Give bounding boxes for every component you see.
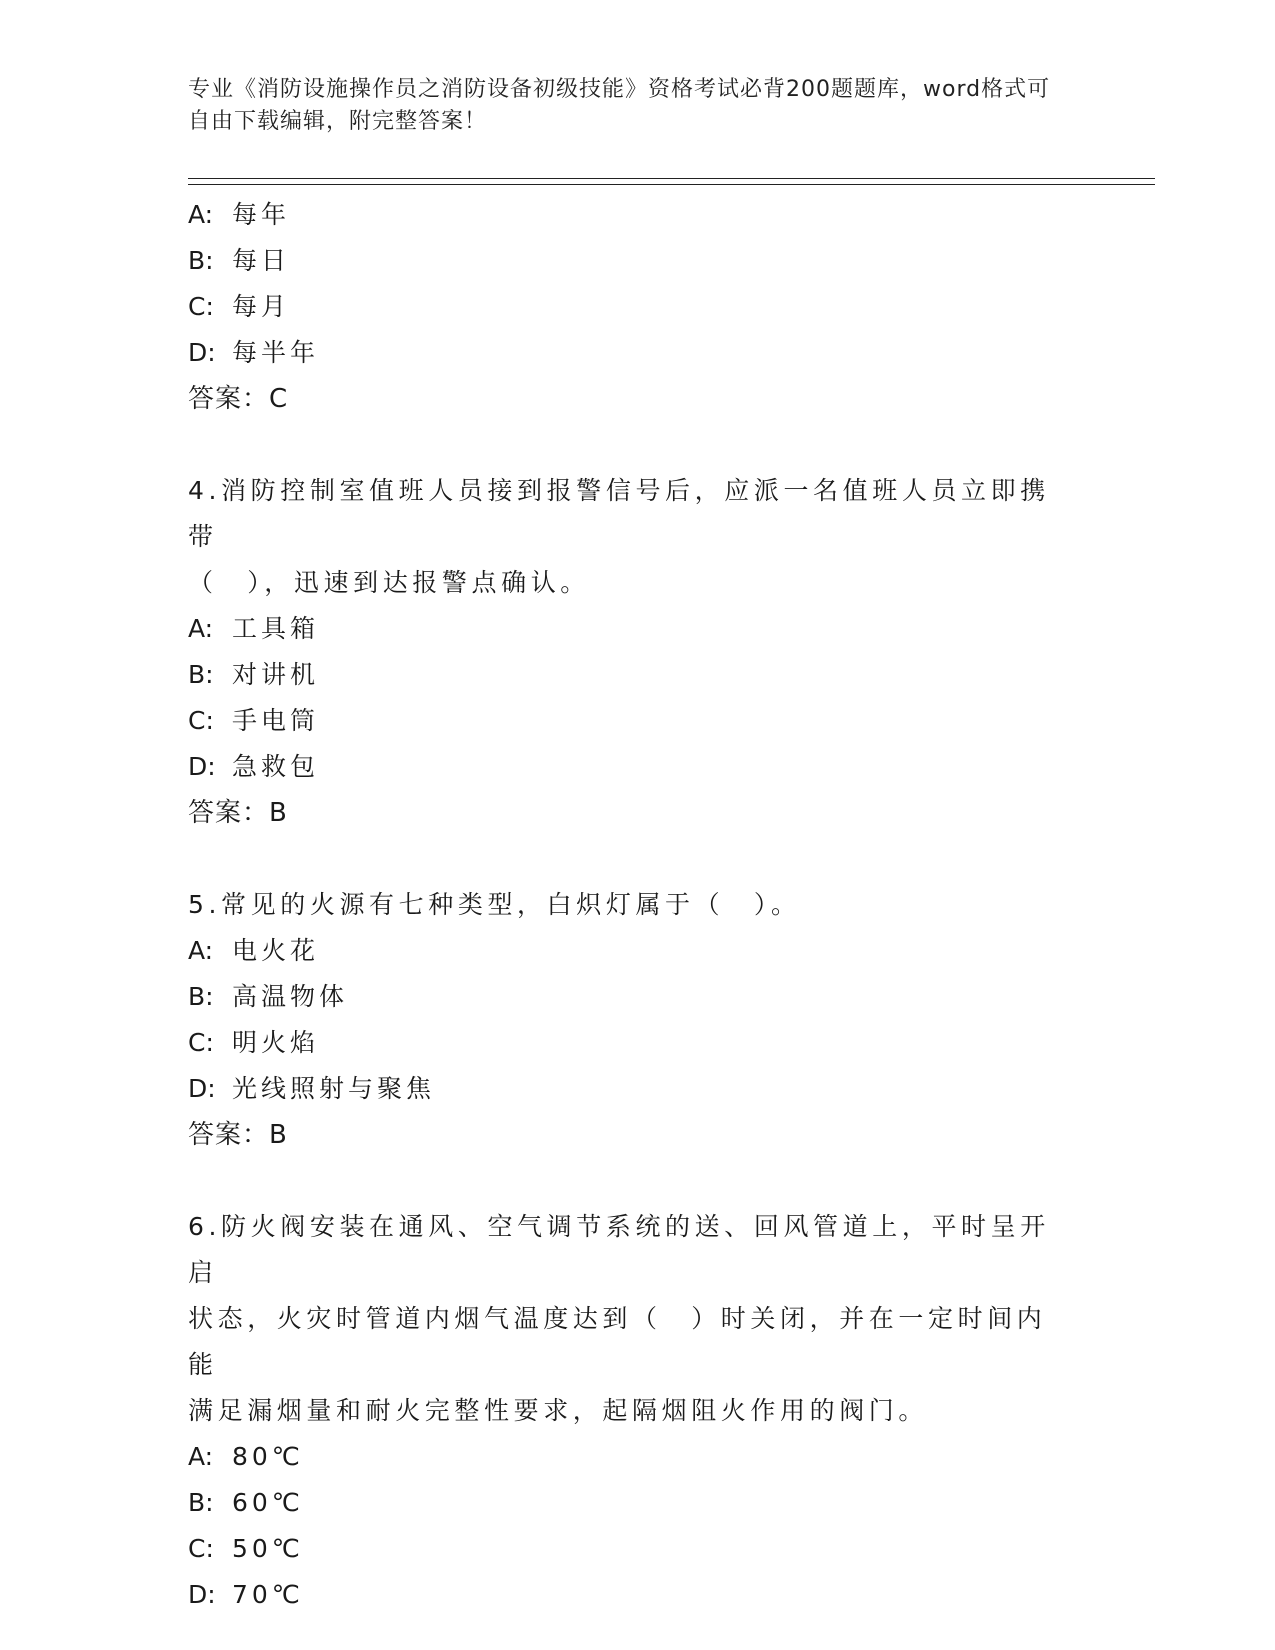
option-letter: A: — [188, 1442, 214, 1471]
option-letter: C: — [188, 292, 214, 321]
option-letter: A: — [188, 936, 214, 965]
option-text: 70℃ — [232, 1580, 304, 1609]
option-b — [188, 652, 1068, 698]
option-letter: A: — [188, 200, 214, 229]
question-6 — [188, 1204, 1068, 1618]
answer-line: 答案：B — [188, 1120, 288, 1150]
option-c — [188, 1526, 1068, 1572]
option-text: 80℃ — [232, 1442, 304, 1471]
option-b — [188, 974, 1068, 1020]
option-d — [188, 744, 1068, 790]
option-c — [188, 284, 1068, 330]
option-text: 光线照射与聚焦 — [232, 1074, 436, 1103]
question-stem — [188, 882, 1068, 928]
option-c — [188, 698, 1068, 744]
option-b — [188, 1480, 1068, 1526]
option-a — [188, 1434, 1068, 1480]
option-a — [188, 928, 1068, 974]
option-letter: D: — [188, 752, 216, 781]
question-stem — [188, 1204, 1068, 1434]
option-text: 每半年 — [232, 338, 320, 367]
question-list — [188, 192, 1068, 1618]
question-stem-line: 6.防火阀安装在通风、空气调节系统的送、回风管道上，平时呈开启 — [188, 1212, 1050, 1287]
option-text: 明火焰 — [232, 1028, 320, 1057]
document-header: 专业《消防设施操作员之消防设备初级技能》资格考试必背200题题库，word格式可自由下载编辑，附完整答案！ — [188, 77, 1051, 134]
option-letter: C: — [188, 706, 214, 735]
option-c — [188, 1020, 1068, 1066]
option-text: 急救包 — [232, 752, 320, 781]
option-text: 每年 — [232, 200, 291, 229]
option-text: 每日 — [232, 246, 291, 275]
question-5 — [188, 882, 1068, 1158]
question-stem-line: 状态，火灾时管道内烟气温度达到（ ）时关闭，并在一定时间内能 — [188, 1304, 1047, 1379]
option-letter: C: — [188, 1028, 214, 1057]
option-text: 工具箱 — [232, 614, 320, 643]
option-text: 每月 — [232, 292, 291, 321]
option-text: 50℃ — [232, 1534, 304, 1563]
header-divider — [188, 178, 1155, 185]
option-letter: D: — [188, 338, 216, 367]
option-text: 手电筒 — [232, 706, 320, 735]
question-4 — [188, 468, 1068, 836]
option-b — [188, 238, 1068, 284]
answer-line: 答案：C — [188, 384, 289, 414]
option-a — [188, 192, 1068, 238]
option-letter: D: — [188, 1580, 216, 1609]
question-stem — [188, 468, 1068, 606]
option-d — [188, 330, 1068, 376]
option-text: 电火花 — [232, 936, 320, 965]
option-text: 60℃ — [232, 1488, 304, 1517]
answer-line: 答案：B — [188, 798, 288, 828]
question-stem-line: 满足漏烟量和耐火完整性要求，起隔烟阻火作用的阀门。 — [188, 1396, 929, 1425]
option-text: 高温物体 — [232, 982, 349, 1011]
option-text: 对讲机 — [232, 660, 320, 689]
option-d — [188, 1066, 1068, 1112]
option-letter: C: — [188, 1534, 214, 1563]
question-stem-line: 5.常见的火源有七种类型，白炽灯属于（ ）。 — [188, 890, 801, 919]
question-stem-line: （ ），迅速到达报警点确认。 — [188, 568, 590, 597]
option-a — [188, 606, 1068, 652]
question-3 — [188, 192, 1068, 422]
option-letter: A: — [188, 614, 214, 643]
option-d — [188, 1572, 1068, 1618]
option-letter: B: — [188, 982, 214, 1011]
option-letter: B: — [188, 660, 214, 689]
question-stem-line: 4.消防控制室值班人员接到报警信号后，应派一名值班人员立即携带 — [188, 476, 1050, 551]
option-letter: D: — [188, 1074, 216, 1103]
option-letter: B: — [188, 1488, 214, 1517]
option-letter: B: — [188, 246, 214, 275]
